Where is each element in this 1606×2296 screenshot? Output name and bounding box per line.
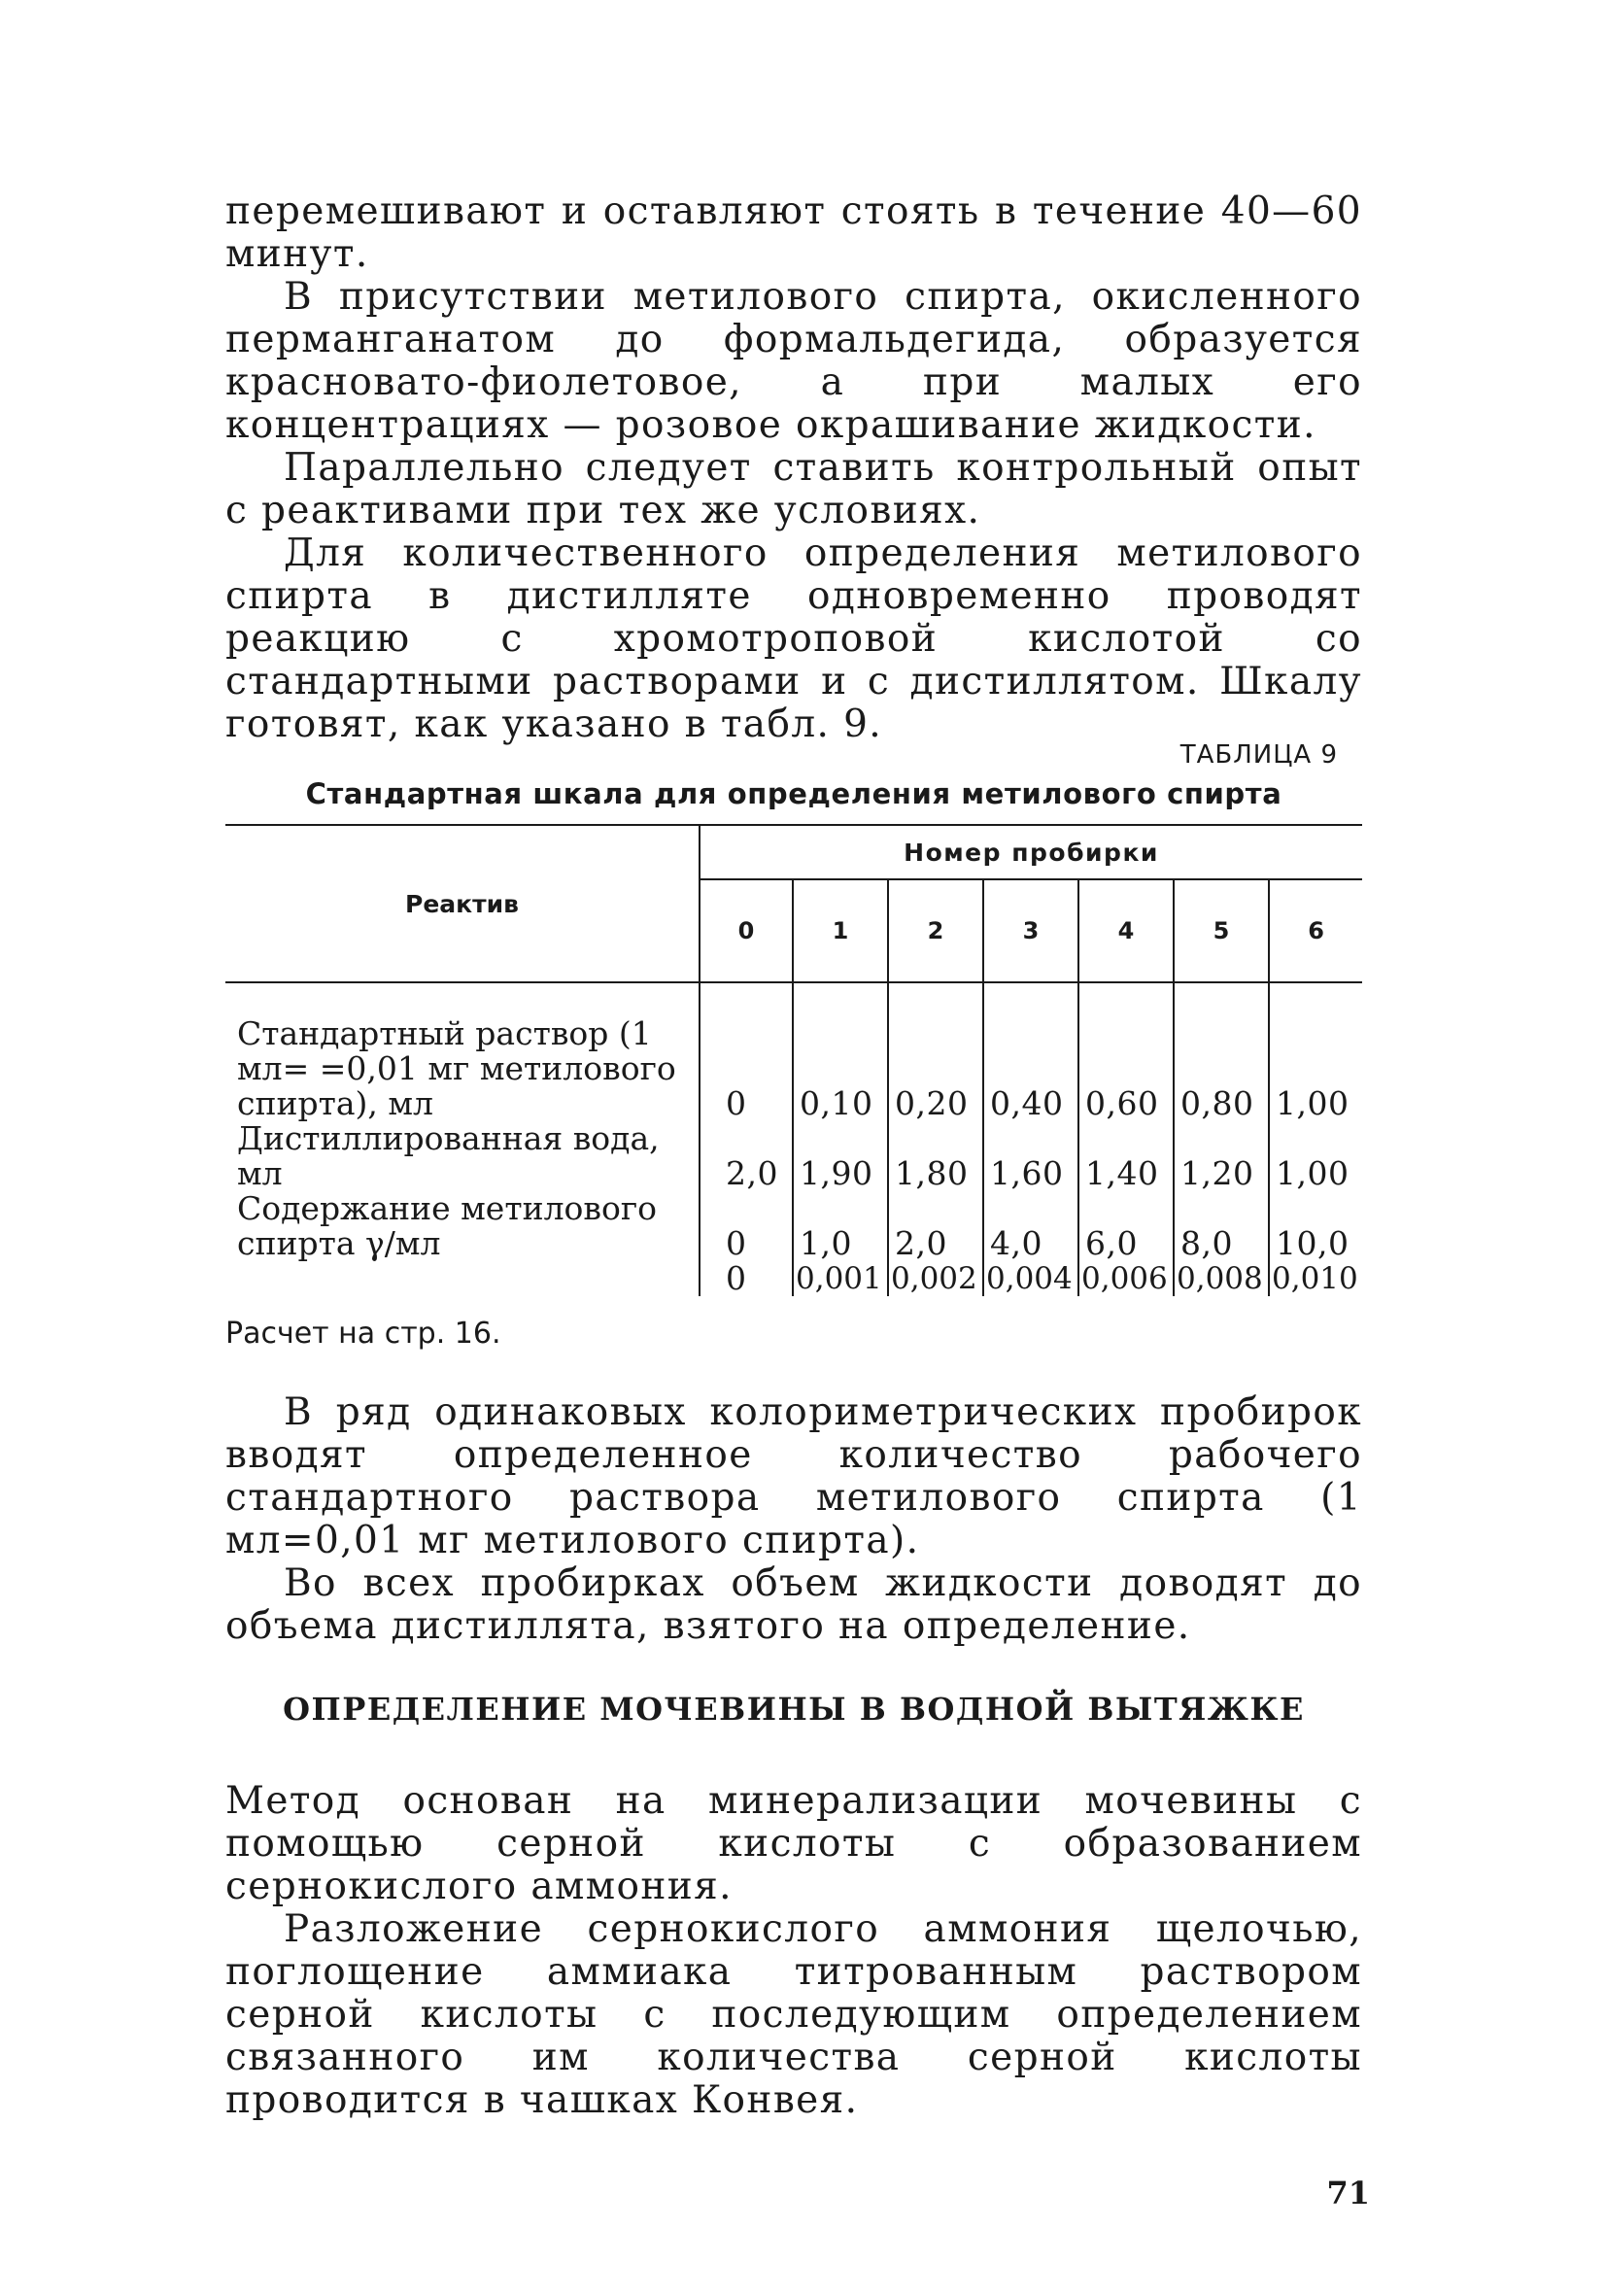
paragraph: перемешивают и оставляют стоять в течение 40—60 минут. bbox=[225, 189, 1362, 276]
table-cell: 0 bbox=[700, 1191, 793, 1261]
tube-number: 5 bbox=[1174, 879, 1269, 982]
standard-scale-table bbox=[225, 824, 1362, 1296]
table-cell: 0 bbox=[700, 1016, 793, 1121]
tube-number: 4 bbox=[1078, 879, 1174, 982]
paragraph: В присутствии метилового спирта, окисленного перманганатом до формальдегида, образуется красновато-фиолетовое, а при малых его концентрациях — розовое окрашивание жидкости. bbox=[225, 275, 1362, 447]
table-row bbox=[225, 1121, 1362, 1191]
tube-number: 0 bbox=[700, 879, 793, 982]
table-cell: 0,60 bbox=[1078, 1016, 1174, 1121]
table-cell: 10,0 bbox=[1269, 1191, 1362, 1261]
table-cell: 0,40 bbox=[983, 1016, 1078, 1121]
calculation-note: Расчет на стр. 16. bbox=[225, 1317, 501, 1351]
table-cell: 2,0 bbox=[888, 1191, 983, 1261]
header-reactive: Реактив bbox=[225, 825, 700, 982]
header-tube-number: Номер пробирки bbox=[700, 825, 1362, 879]
table-cell: 1,40 bbox=[1078, 1121, 1174, 1191]
table-cell: 0,010 bbox=[1269, 1261, 1362, 1296]
urea-method-text bbox=[225, 1780, 1362, 2122]
table-cell: 0,10 bbox=[793, 1016, 888, 1121]
table-cell: 6,0 bbox=[1078, 1191, 1174, 1261]
table-cell: 0 bbox=[700, 1261, 793, 1296]
table-cell: 1,00 bbox=[1269, 1121, 1362, 1191]
table-cell: 2,0 bbox=[700, 1121, 793, 1191]
page-number: 71 bbox=[1326, 2175, 1370, 2211]
row-label: Содержание метилового спирта γ/мл bbox=[237, 1189, 658, 1262]
table-cell: 1,20 bbox=[1174, 1121, 1269, 1191]
paragraph: Во всех пробирках объем жидкости доводят до объема дистиллята, взятого на определение. bbox=[225, 1561, 1362, 1648]
tube-number: 1 bbox=[793, 879, 888, 982]
table-cell: 1,00 bbox=[1269, 1016, 1362, 1121]
section-heading: ОПРЕДЕЛЕНИЕ МОЧЕВИНЫ В ВОДНОЙ ВЫТЯЖКЕ bbox=[283, 1691, 1305, 1728]
row-label: Стандартный раствор (1 мл= =0,01 мг метилового спирта), мл bbox=[237, 1014, 676, 1122]
table-cell: 1,90 bbox=[793, 1121, 888, 1191]
paragraph: Параллельно следует ставить контрольный опыт с реактивами при тех же условиях. bbox=[225, 446, 1362, 532]
procedure-text bbox=[225, 1391, 1362, 1648]
table-row bbox=[225, 1191, 1362, 1261]
table-cell: 0,001 bbox=[793, 1261, 888, 1296]
row-label bbox=[225, 1261, 700, 1296]
table-row bbox=[225, 1261, 1362, 1296]
table-cell: 8,0 bbox=[1174, 1191, 1269, 1261]
table-cell: 0,006 bbox=[1078, 1261, 1174, 1296]
table-row bbox=[225, 1016, 1362, 1121]
table-cell: 0,008 bbox=[1174, 1261, 1269, 1296]
table-label: ТАБЛИЦА 9 bbox=[1179, 740, 1338, 770]
row-label: Дистиллированная вода, мл bbox=[237, 1119, 660, 1192]
table-cell: 0,80 bbox=[1174, 1016, 1269, 1121]
table-title: Стандартная шкала для определения метилового спирта bbox=[305, 777, 1282, 810]
table-cell: 1,0 bbox=[793, 1191, 888, 1261]
table-cell: 1,60 bbox=[983, 1121, 1078, 1191]
tube-number: 2 bbox=[888, 879, 983, 982]
paragraph: В ряд одинаковых колориметрических пробирок вводят определенное количество рабочего стандартного раствора метилового спирта (1 мл=0,01 мг метилового спирта). bbox=[225, 1390, 1362, 1562]
table-cell: 1,80 bbox=[888, 1121, 983, 1191]
tube-number: 3 bbox=[983, 879, 1078, 982]
paragraph: Разложение сернокислого аммония щелочью, поглощение аммиака титрованным раствором серной кислоты с последующим определением связанного им количества серной кислоты проводится в чашках Конвея. bbox=[225, 1907, 1362, 2122]
paragraph: Метод основан на минерализации мочевины с помощью серной кислоты с образованием сернокислого аммония. bbox=[225, 1779, 1362, 1908]
tube-number: 6 bbox=[1269, 879, 1362, 982]
table-cell: 0,002 bbox=[888, 1261, 983, 1296]
table-cell: 0,004 bbox=[983, 1261, 1078, 1296]
paragraph: Для количественного определения метилового спирта в дистилляте одновременно проводят реакцию с хромотроповой кислотой со стандартными растворами и с дистиллятом. Шкалу готовят, как указано в табл. 9. bbox=[225, 531, 1362, 746]
table-cell: 4,0 bbox=[983, 1191, 1078, 1261]
table-cell: 0,20 bbox=[888, 1016, 983, 1121]
intro-text bbox=[225, 190, 1362, 746]
